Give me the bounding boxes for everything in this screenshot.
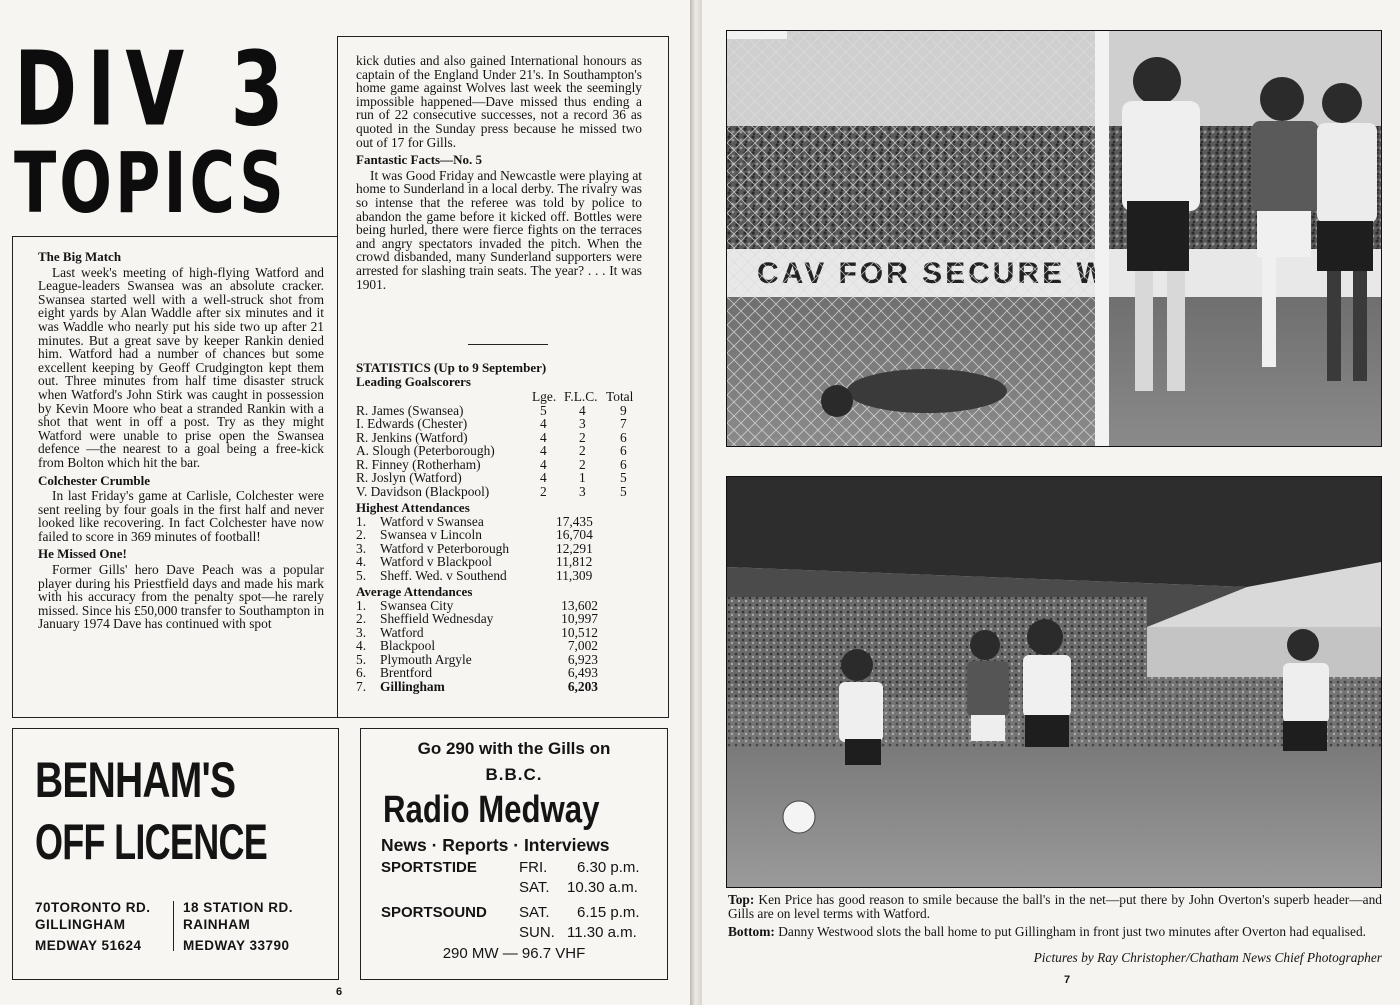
scorer-name: V. Davidson (Blackpool) (356, 483, 490, 499)
scorer-name: I. Edwards (Chester) (356, 416, 468, 431)
benhams-subtitle: OFF LICENCE (35, 814, 268, 870)
col-total: Total (606, 389, 634, 404)
average-value: 10,997 (561, 611, 598, 626)
scorer-row (356, 471, 646, 485)
average-heading: Average Attendances (356, 584, 473, 599)
sportsound-label: SPORTSOUND (381, 904, 487, 921)
scorer-lge: 4 (540, 416, 547, 431)
scorer-total: 6 (620, 443, 627, 458)
attendance-value: 12,291 (556, 540, 593, 556)
attendance-rank: 5. (356, 567, 367, 583)
colchester-heading: Colchester Crumble (38, 472, 151, 488)
addr2-line3: MEDWAY 33790 (183, 938, 290, 953)
average-club: Sheffield Wednesday (380, 611, 494, 626)
scorer-total: 6 (620, 429, 627, 445)
scorer-lge: 4 (540, 443, 547, 458)
attendance-value: 16,704 (556, 527, 593, 542)
sportsound-day2: SUN. (519, 924, 555, 941)
average-rank: 7. (356, 678, 367, 694)
addr2-line2: RAINHAM (183, 917, 251, 932)
scorer-flc: 2 (579, 429, 586, 445)
average-value: 10,512 (561, 624, 598, 640)
attendance-rank: 4. (356, 554, 367, 569)
average-club: Blackpool (380, 638, 436, 653)
sportstide-day1: FRI. (519, 859, 548, 876)
average-row (356, 653, 646, 667)
caption-bottom-text: Danny Westwood slots the ball home to put Gillingham in front just two minutes after Overton had equalised. (778, 924, 1366, 939)
page-number-left: 6 (336, 986, 343, 998)
stats-title: STATISTICS (Up to 9 September) (356, 360, 547, 375)
addr1-line3: MEDWAY 51624 (35, 938, 142, 953)
attendance-match: Watford v Blackpool (380, 554, 492, 569)
scorer-name: A. Slough (Peterborough) (356, 443, 495, 458)
scorer-flc: 2 (579, 456, 586, 472)
headline-div3: DIV 3 (14, 28, 294, 149)
average-row (356, 639, 646, 653)
average-club: Plymouth Argyle (380, 651, 472, 667)
sportsound-time2: 11.30 a.m. (567, 924, 637, 941)
sportstide-time1: 6.30 p.m. (577, 859, 640, 876)
headline-topics: TOPICS (14, 133, 287, 233)
statistics-block (356, 361, 646, 693)
scorer-total: 7 (620, 416, 627, 431)
benhams-title: BENHAM'S (35, 752, 236, 808)
scorer-name: R. Joslyn (Watford) (356, 470, 462, 485)
average-rank: 4. (356, 638, 367, 653)
attendance-match: Watford v Peterborough (380, 540, 510, 556)
scorer-lge: 4 (540, 456, 547, 472)
benhams-address-1 (35, 899, 151, 954)
average-club: Swansea City (380, 597, 454, 613)
radio-frequency: 290 MW — 96.7 VHF (442, 945, 586, 962)
caption-top (728, 893, 1382, 921)
facts-heading: Fantastic Facts—No. 5 (356, 152, 483, 168)
attendance-value: 11,309 (556, 567, 593, 583)
caption-top-label: Top: (728, 892, 755, 907)
scorer-flc: 2 (579, 443, 586, 458)
addr2-line1: 18 STATION RD. (183, 900, 294, 915)
missed-continued: kick duties and also gained International honours as captain of the England Under 21's. In Southampton's home game against Wolves last week the seemingly impossible happened—Dave missed thus ending a run of 22 consecutive successes, not a record 36 as quoted in the Sunday press because he missed two out of 17 for Gills. (356, 53, 642, 150)
attendance-row (356, 542, 646, 556)
radio-medway-ad (360, 728, 668, 980)
scorer-total: 9 (620, 402, 627, 418)
sportstide-time2: 10.30 a.m. (567, 879, 638, 896)
scorer-name: R. James (Swansea) (356, 402, 464, 418)
average-value: 6,203 (567, 678, 598, 694)
average-value: 13,602 (561, 597, 598, 613)
attendance-row (356, 528, 646, 542)
col-flc: F.L.C. (564, 389, 598, 404)
highest-heading: Highest Attendances (356, 500, 470, 515)
benhams-address-2 (183, 899, 293, 954)
benhams-divider (173, 901, 174, 951)
average-rank: 5. (356, 651, 367, 667)
radio-line1: Go 290 with the Gills on (417, 739, 611, 758)
page-number-right: 7 (1064, 974, 1071, 986)
scorer-lge: 5 (540, 402, 547, 418)
scorers-heading: Leading Goalscorers (356, 373, 471, 389)
big-match-heading: The Big Match (38, 249, 122, 264)
left-page (0, 0, 690, 1005)
scorer-row (356, 431, 646, 445)
scorers-table (356, 404, 646, 499)
attendance-rank: 3. (356, 540, 367, 556)
sportsound-time1: 6.15 p.m. (577, 904, 640, 921)
spine-gutter (690, 0, 702, 1005)
scorer-name: R. Jenkins (Watford) (356, 429, 468, 445)
scorer-total: 5 (620, 483, 627, 499)
sportsound-day1: SAT. (519, 904, 550, 921)
radio-bbc: B.B.C. (485, 765, 543, 784)
scorer-name: R. Finney (Rotherham) (356, 456, 481, 472)
caption-bottom-label: Bottom: (728, 924, 775, 939)
article-column-2 (356, 54, 642, 291)
photo-bottom (726, 476, 1382, 888)
scorer-total: 6 (620, 456, 627, 472)
average-row (356, 612, 646, 626)
average-rank: 1. (356, 597, 367, 613)
scorer-flc: 4 (579, 402, 586, 418)
addr1-line1: 70TORONTO RD. (35, 900, 151, 915)
photo-bottom-image (727, 477, 1381, 887)
radio-medway-title: Radio Medway (383, 789, 600, 831)
average-club: Watford (380, 624, 424, 640)
average-row (356, 626, 646, 640)
attendance-rank: 1. (356, 513, 367, 529)
average-row (356, 680, 646, 694)
scorer-lge: 4 (540, 429, 547, 445)
average-value: 6,493 (567, 665, 598, 680)
attendance-value: 11,812 (556, 554, 593, 569)
missed-text: Former Gills' hero Dave Peach was a popular player during his Priestfield days and made his mark with his accuracy from the penalty spot—he rarely missed. Since his £50,000 transfer to Southampton in January 1974 Dave has continued with spot (38, 562, 325, 632)
attendance-match: Watford v Swansea (380, 513, 484, 529)
attendance-match: Sheff. Wed. v Southend (380, 567, 507, 583)
scorers-header-row (356, 390, 646, 404)
caption-top-text: Ken Price has good reason to smile because the ball's in the net—put there by John Overton's superb header—and Gills are on level terms with Watford. (728, 892, 1382, 921)
average-rank: 2. (356, 611, 367, 626)
scorer-lge: 4 (540, 470, 547, 485)
stats-divider (468, 344, 548, 345)
attendance-row (356, 569, 646, 583)
attendance-row (356, 555, 646, 569)
average-rank: 3. (356, 624, 367, 640)
scorer-row (356, 458, 646, 472)
average-table (356, 599, 646, 694)
photo-top (726, 30, 1382, 447)
scorer-row (356, 444, 646, 458)
article-column-1 (38, 246, 324, 631)
right-page (702, 0, 1400, 1005)
average-row (356, 666, 646, 680)
scorer-total: 5 (620, 470, 627, 485)
col-lge: Lge. (532, 389, 557, 404)
attendance-rank: 2. (356, 527, 367, 542)
benhams-ad (12, 728, 339, 980)
average-club: Brentford (380, 665, 433, 680)
scorer-flc: 3 (579, 483, 586, 499)
scorer-row (356, 404, 646, 418)
highest-table (356, 515, 646, 583)
scorer-row (356, 417, 646, 431)
big-match-text: Last week's meeting of high-flying Watford and League-leaders Swansea was an absolute cracker. Swansea started well with a well-struck shot from eight yards by Alan Waddle after six minutes and it was Waddle who nearly put his side two up after 21 minutes. But a great save by keeper Rankin denied him. Watford had a number of chances but some excellent keeping by Geoff Crudgington kept them out. Three minutes from half time disaster struck when Watford's John Stirk was caught in possession by Kevin Moore who beat a stranded Rankin with a shot that went in off a post. Try as they might Watford were unable to prise open the Swansea defence —the nearest to a goal being a free-kick from Bolton which hit the bar. (38, 264, 324, 470)
caption-bottom (728, 925, 1382, 939)
missed-heading: He Missed One! (38, 546, 127, 562)
average-value: 6,923 (567, 651, 598, 667)
facts-text: It was Good Friday and Newcastle were playing at home to Sunderland in a local derby. The rivalry was so intense that the referee was told by police to abandon the game before it kicked off. Bottles were being hurled, there were fierce fights on the terraces and angry spectators invaded the pitch. When the crowd disbanded, many Sunderland supporters were arrested for slashing train seats. The year? . . . It was 1901. (356, 167, 642, 292)
scorer-row (356, 485, 646, 499)
sportstide-day2: SAT. (519, 879, 550, 896)
scorer-flc: 3 (579, 416, 586, 431)
average-value: 7,002 (567, 638, 598, 653)
scorer-lge: 2 (540, 483, 547, 499)
photo-credit: Pictures by Ray Christopher/Chatham News Chief Photographer (1033, 950, 1382, 965)
attendance-match: Swansea v Lincoln (380, 527, 482, 542)
photo-top-image (727, 31, 1381, 446)
addr1-line2: GILLINGHAM (35, 917, 126, 932)
attendance-row (356, 515, 646, 529)
average-row (356, 599, 646, 613)
scorer-flc: 1 (579, 470, 586, 485)
average-rank: 6. (356, 665, 367, 680)
sportstide-label: SPORTSTIDE (381, 859, 477, 876)
colchester-text: In last Friday's game at Carlisle, Colchester were sent reeling by four goals in the first half and never looked like recovering. In fact Colchester have now failed to score in 369 minutes of football! (38, 488, 324, 544)
average-club: Gillingham (380, 678, 445, 694)
attendance-value: 17,435 (556, 513, 593, 529)
radio-tagline: News · Reports · Interviews (381, 835, 610, 855)
